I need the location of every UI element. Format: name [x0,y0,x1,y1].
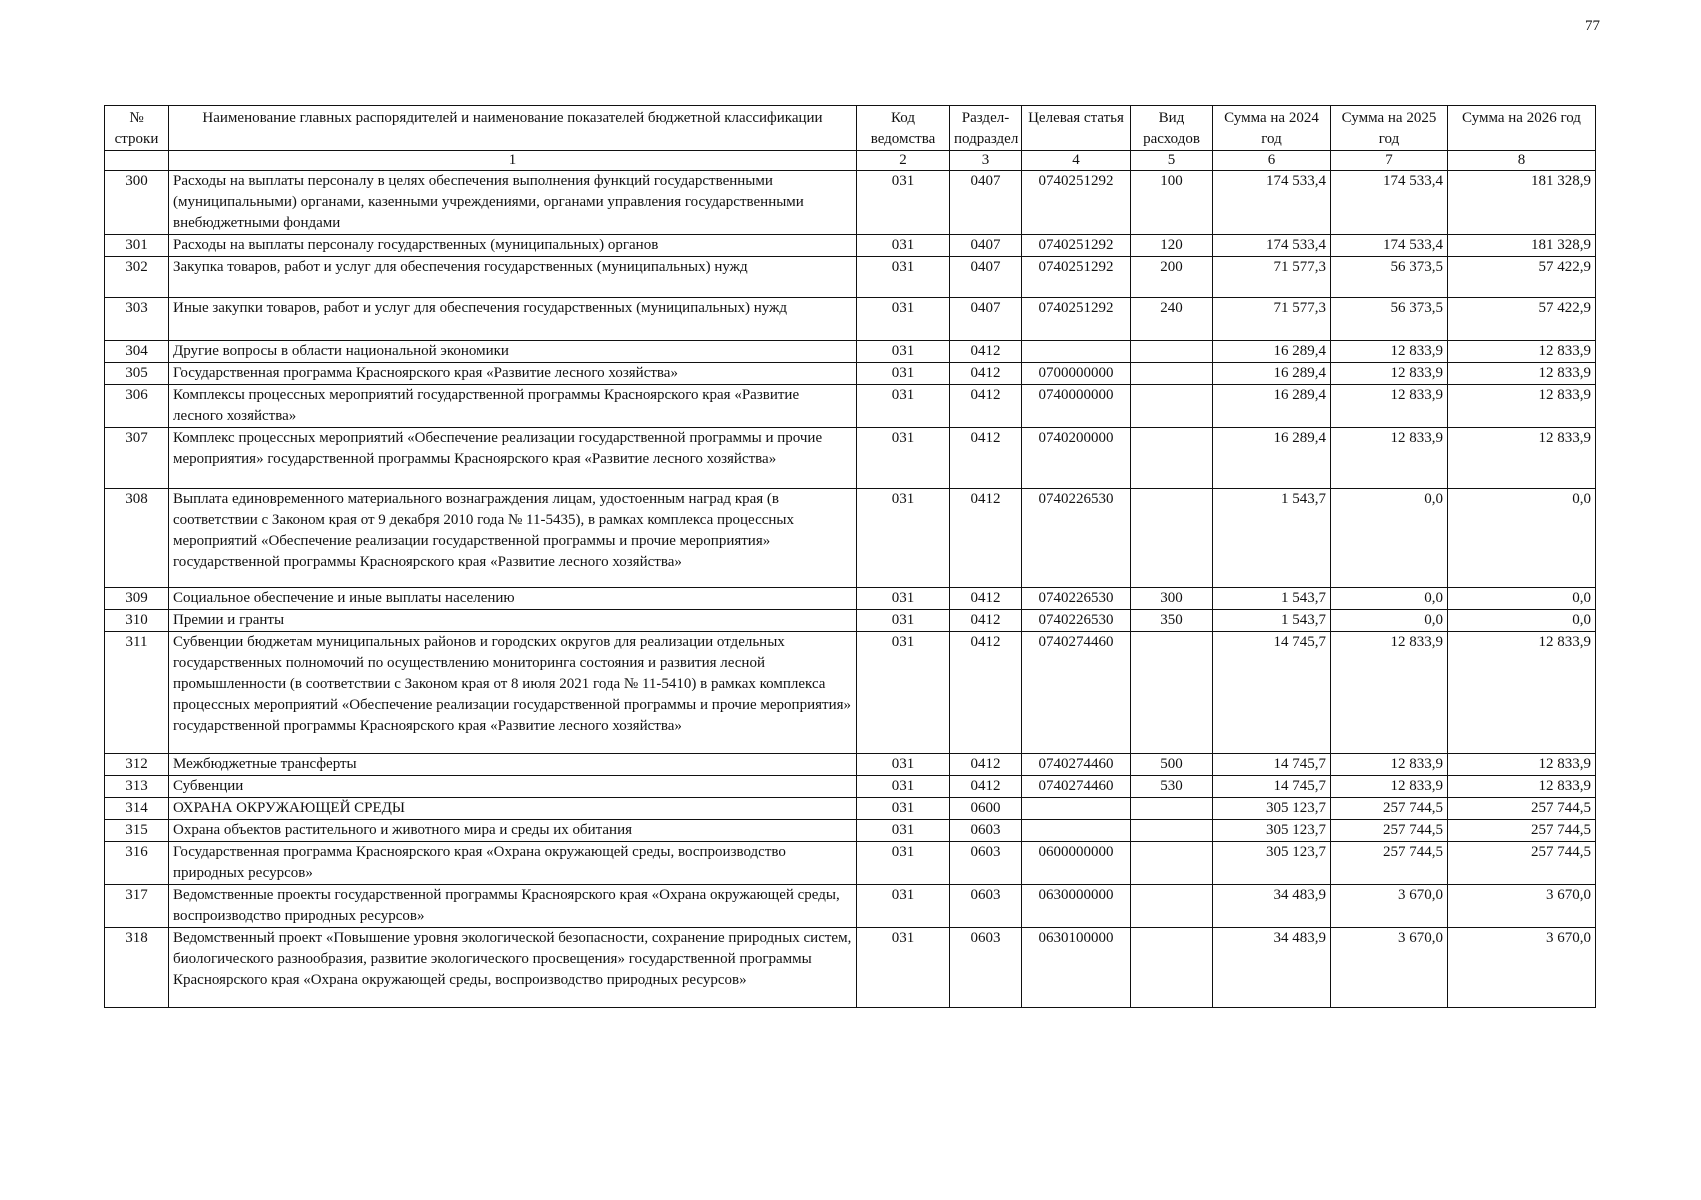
header-sum-2024: Сумма на 2024 год [1213,106,1331,151]
row-sum-2024: 305 123,7 [1213,798,1331,820]
row-target-article: 0740274460 [1022,754,1131,776]
row-target-article: 0600000000 [1022,842,1131,885]
row-ministry-code: 031 [857,632,950,754]
table-row [105,610,1596,632]
row-section: 0412 [950,489,1022,588]
row-ministry-code: 031 [857,754,950,776]
row-sum-2026: 181 328,9 [1448,171,1596,235]
row-sum-2026: 12 833,9 [1448,341,1596,363]
row-ministry-code: 031 [857,385,950,428]
row-section: 0407 [950,298,1022,341]
row-target-article [1022,341,1131,363]
row-target-article: 0740226530 [1022,588,1131,610]
row-sum-2026: 3 670,0 [1448,885,1596,928]
table-row [105,235,1596,257]
table-row [105,928,1596,1008]
row-sum-2025: 0,0 [1331,610,1448,632]
row-section: 0412 [950,428,1022,489]
row-target-article: 0740200000 [1022,428,1131,489]
row-ministry-code: 031 [857,428,950,489]
row-target-article: 0740251292 [1022,235,1131,257]
row-ministry-code: 031 [857,489,950,588]
row-target-article: 0740251292 [1022,298,1131,341]
row-name: Охрана объектов растительного и животного мира и среды их обитания [169,820,857,842]
row-number: 316 [105,842,169,885]
row-sum-2024: 34 483,9 [1213,928,1331,1008]
row-section: 0407 [950,171,1022,235]
row-sum-2024: 1 543,7 [1213,489,1331,588]
row-name: Субвенции бюджетам муниципальных районов и городских округов для реализации отдельных государственных полномочий по осуществлению мониторинга состояния и развития лесной промышленности (в соответствии с Законом края от 8 июля 2021 года № 11-5410) в рамках комплекса процессных мероприятий «Обеспечение реализации государственной программы и прочие мероприятия» государственной программы Красноярского края «Развитие лесного хозяйства» [169,632,857,754]
row-sum-2025: 257 744,5 [1331,798,1448,820]
header-sum-2025: Сумма на 2025 год [1331,106,1448,151]
row-expense-type [1131,885,1213,928]
row-target-article: 0740251292 [1022,257,1131,298]
header-row-no: № строки [105,106,169,151]
column-number: 2 [857,151,950,171]
table-row [105,820,1596,842]
row-expense-type [1131,820,1213,842]
row-section: 0600 [950,798,1022,820]
row-name: Комплекс процессных мероприятий «Обеспечение реализации государственной программы и прочие мероприятия» государственной программы Красноярского края «Развитие лесного хозяйства» [169,428,857,489]
table-row [105,885,1596,928]
row-expense-type: 500 [1131,754,1213,776]
row-number: 308 [105,489,169,588]
row-expense-type: 350 [1131,610,1213,632]
row-sum-2026: 257 744,5 [1448,820,1596,842]
row-target-article: 0740226530 [1022,489,1131,588]
table-body [105,171,1596,1008]
table-row [105,632,1596,754]
row-sum-2025: 12 833,9 [1331,754,1448,776]
row-expense-type [1131,632,1213,754]
row-expense-type [1131,489,1213,588]
row-section: 0603 [950,928,1022,1008]
row-number: 305 [105,363,169,385]
table-row [105,842,1596,885]
row-sum-2024: 1 543,7 [1213,588,1331,610]
row-number: 314 [105,798,169,820]
row-number: 307 [105,428,169,489]
column-number: 6 [1213,151,1331,171]
row-ministry-code: 031 [857,776,950,798]
row-number: 312 [105,754,169,776]
row-ministry-code: 031 [857,928,950,1008]
row-expense-type: 300 [1131,588,1213,610]
row-section: 0603 [950,885,1022,928]
row-sum-2025: 257 744,5 [1331,842,1448,885]
row-name: ОХРАНА ОКРУЖАЮЩЕЙ СРЕДЫ [169,798,857,820]
header-name: Наименование главных распорядителей и наименование показателей бюджетной классификации [169,106,857,151]
row-sum-2025: 12 833,9 [1331,632,1448,754]
row-name: Расходы на выплаты персоналу государственных (муниципальных) органов [169,235,857,257]
row-sum-2024: 14 745,7 [1213,632,1331,754]
row-sum-2025: 0,0 [1331,489,1448,588]
row-name: Межбюджетные трансферты [169,754,857,776]
row-sum-2026: 12 833,9 [1448,363,1596,385]
row-sum-2025: 12 833,9 [1331,385,1448,428]
row-sum-2026: 0,0 [1448,610,1596,632]
row-sum-2025: 3 670,0 [1331,885,1448,928]
row-expense-type: 100 [1131,171,1213,235]
row-name: Расходы на выплаты персоналу в целях обеспечения выполнения функций государственными (муниципальными) органами, казенными учреждениями, органами управления государственными внебюджетными фондами [169,171,857,235]
row-sum-2026: 0,0 [1448,588,1596,610]
row-sum-2026: 12 833,9 [1448,632,1596,754]
row-target-article: 0740000000 [1022,385,1131,428]
row-target-article: 0630100000 [1022,928,1131,1008]
table-row [105,385,1596,428]
row-sum-2026: 57 422,9 [1448,298,1596,341]
row-name: Выплата единовременного материального вознаграждения лицам, удостоенным наград края (в соответствии с Законом края от 9 декабря 2010 года № 11-5435), в рамках комплекса процессных мероприятий «Обеспечение реализации государственной программы и прочие мероприятия» государственной программы Красноярского края «Развитие лесного хозяйства» [169,489,857,588]
row-expense-type: 240 [1131,298,1213,341]
row-ministry-code: 031 [857,885,950,928]
row-target-article: 0740251292 [1022,171,1131,235]
row-name: Другие вопросы в области национальной экономики [169,341,857,363]
row-section: 0412 [950,632,1022,754]
row-target-article: 0630000000 [1022,885,1131,928]
row-name: Социальное обеспечение и иные выплаты населению [169,588,857,610]
table-row [105,171,1596,235]
row-expense-type [1131,428,1213,489]
row-section: 0603 [950,820,1022,842]
row-sum-2024: 174 533,4 [1213,171,1331,235]
header-sum-2026: Сумма на 2026 год [1448,106,1596,151]
row-section: 0603 [950,842,1022,885]
row-sum-2026: 12 833,9 [1448,385,1596,428]
row-sum-2024: 16 289,4 [1213,341,1331,363]
row-section: 0412 [950,754,1022,776]
row-name: Ведомственные проекты государственной программы Красноярского края «Охрана окружающей среды, воспроизводство природных ресурсов» [169,885,857,928]
row-section: 0412 [950,776,1022,798]
column-number: 7 [1331,151,1448,171]
row-expense-type [1131,928,1213,1008]
row-number: 317 [105,885,169,928]
row-sum-2024: 305 123,7 [1213,842,1331,885]
row-sum-2024: 174 533,4 [1213,235,1331,257]
row-target-article: 0740274460 [1022,632,1131,754]
table-row [105,798,1596,820]
row-number: 300 [105,171,169,235]
table-row [105,428,1596,489]
budget-table [104,105,1596,1008]
row-expense-type: 200 [1131,257,1213,298]
column-number: 3 [950,151,1022,171]
row-ministry-code: 031 [857,298,950,341]
row-number: 309 [105,588,169,610]
row-sum-2025: 12 833,9 [1331,428,1448,489]
row-target-article [1022,798,1131,820]
row-name: Премии и гранты [169,610,857,632]
page-number: 77 [1585,18,1600,34]
row-sum-2025: 56 373,5 [1331,257,1448,298]
row-ministry-code: 031 [857,341,950,363]
row-ministry-code: 031 [857,235,950,257]
table-row [105,489,1596,588]
row-ministry-code: 031 [857,798,950,820]
row-ministry-code: 031 [857,610,950,632]
row-sum-2026: 0,0 [1448,489,1596,588]
table-row [105,298,1596,341]
row-sum-2024: 14 745,7 [1213,754,1331,776]
header-expense-type: Вид расходов [1131,106,1213,151]
row-number: 303 [105,298,169,341]
row-sum-2025: 3 670,0 [1331,928,1448,1008]
row-sum-2024: 16 289,4 [1213,363,1331,385]
row-section: 0412 [950,341,1022,363]
row-sum-2026: 12 833,9 [1448,754,1596,776]
row-expense-type: 530 [1131,776,1213,798]
row-number: 315 [105,820,169,842]
row-number: 313 [105,776,169,798]
row-number: 310 [105,610,169,632]
row-sum-2024: 16 289,4 [1213,385,1331,428]
column-number [105,151,169,171]
row-sum-2024: 71 577,3 [1213,298,1331,341]
row-section: 0412 [950,363,1022,385]
header-target-article: Целевая статья [1022,106,1131,151]
row-expense-type [1131,363,1213,385]
row-name: Закупка товаров, работ и услуг для обеспечения государственных (муниципальных) нужд [169,257,857,298]
row-name: Государственная программа Красноярского края «Охрана окружающей среды, воспроизводство природных ресурсов» [169,842,857,885]
row-section: 0407 [950,235,1022,257]
row-sum-2024: 14 745,7 [1213,776,1331,798]
table-row [105,588,1596,610]
row-name: Ведомственный проект «Повышение уровня экологической безопасности, сохранение природных систем, биологического разнообразия, развитие экологического просвещения» государственной программы Красноярского края «Охрана окружающей среды, воспроизводство природных ресурсов» [169,928,857,1008]
header-ministry-code: Код ведомства [857,106,950,151]
row-sum-2026: 12 833,9 [1448,428,1596,489]
row-sum-2026: 257 744,5 [1448,842,1596,885]
row-sum-2026: 181 328,9 [1448,235,1596,257]
row-sum-2024: 34 483,9 [1213,885,1331,928]
row-target-article: 0740226530 [1022,610,1131,632]
row-name: Субвенции [169,776,857,798]
column-number-row [105,151,1596,171]
row-number: 311 [105,632,169,754]
row-number: 304 [105,341,169,363]
row-sum-2024: 305 123,7 [1213,820,1331,842]
row-sum-2025: 12 833,9 [1331,363,1448,385]
row-sum-2025: 257 744,5 [1331,820,1448,842]
row-sum-2025: 56 373,5 [1331,298,1448,341]
row-number: 318 [105,928,169,1008]
row-sum-2026: 12 833,9 [1448,776,1596,798]
row-target-article: 0700000000 [1022,363,1131,385]
column-number: 5 [1131,151,1213,171]
row-sum-2025: 174 533,4 [1331,171,1448,235]
table-row [105,341,1596,363]
row-ministry-code: 031 [857,588,950,610]
row-ministry-code: 031 [857,171,950,235]
row-number: 306 [105,385,169,428]
table-row [105,754,1596,776]
row-number: 301 [105,235,169,257]
row-expense-type [1131,385,1213,428]
row-name: Государственная программа Красноярского края «Развитие лесного хозяйства» [169,363,857,385]
row-expense-type [1131,341,1213,363]
row-section: 0412 [950,610,1022,632]
row-ministry-code: 031 [857,820,950,842]
row-sum-2026: 3 670,0 [1448,928,1596,1008]
row-sum-2026: 57 422,9 [1448,257,1596,298]
row-number: 302 [105,257,169,298]
row-sum-2026: 257 744,5 [1448,798,1596,820]
table-row [105,776,1596,798]
row-target-article: 0740274460 [1022,776,1131,798]
row-sum-2024: 1 543,7 [1213,610,1331,632]
row-section: 0412 [950,588,1022,610]
row-target-article [1022,820,1131,842]
column-number: 4 [1022,151,1131,171]
row-expense-type [1131,842,1213,885]
header-section: Раздел-подраздел [950,106,1022,151]
table-row [105,363,1596,385]
column-number: 8 [1448,151,1596,171]
row-name: Иные закупки товаров, работ и услуг для обеспечения государственных (муниципальных) нужд [169,298,857,341]
column-number: 1 [169,151,857,171]
row-name: Комплексы процессных мероприятий государственной программы Красноярского края «Развитие лесного хозяйства» [169,385,857,428]
row-section: 0412 [950,385,1022,428]
table-header [105,106,1596,171]
row-section: 0407 [950,257,1022,298]
row-sum-2024: 16 289,4 [1213,428,1331,489]
row-sum-2025: 174 533,4 [1331,235,1448,257]
row-ministry-code: 031 [857,257,950,298]
row-sum-2025: 0,0 [1331,588,1448,610]
row-sum-2024: 71 577,3 [1213,257,1331,298]
table-row [105,257,1596,298]
row-expense-type: 120 [1131,235,1213,257]
row-sum-2025: 12 833,9 [1331,341,1448,363]
row-ministry-code: 031 [857,842,950,885]
row-sum-2025: 12 833,9 [1331,776,1448,798]
row-expense-type [1131,798,1213,820]
row-ministry-code: 031 [857,363,950,385]
